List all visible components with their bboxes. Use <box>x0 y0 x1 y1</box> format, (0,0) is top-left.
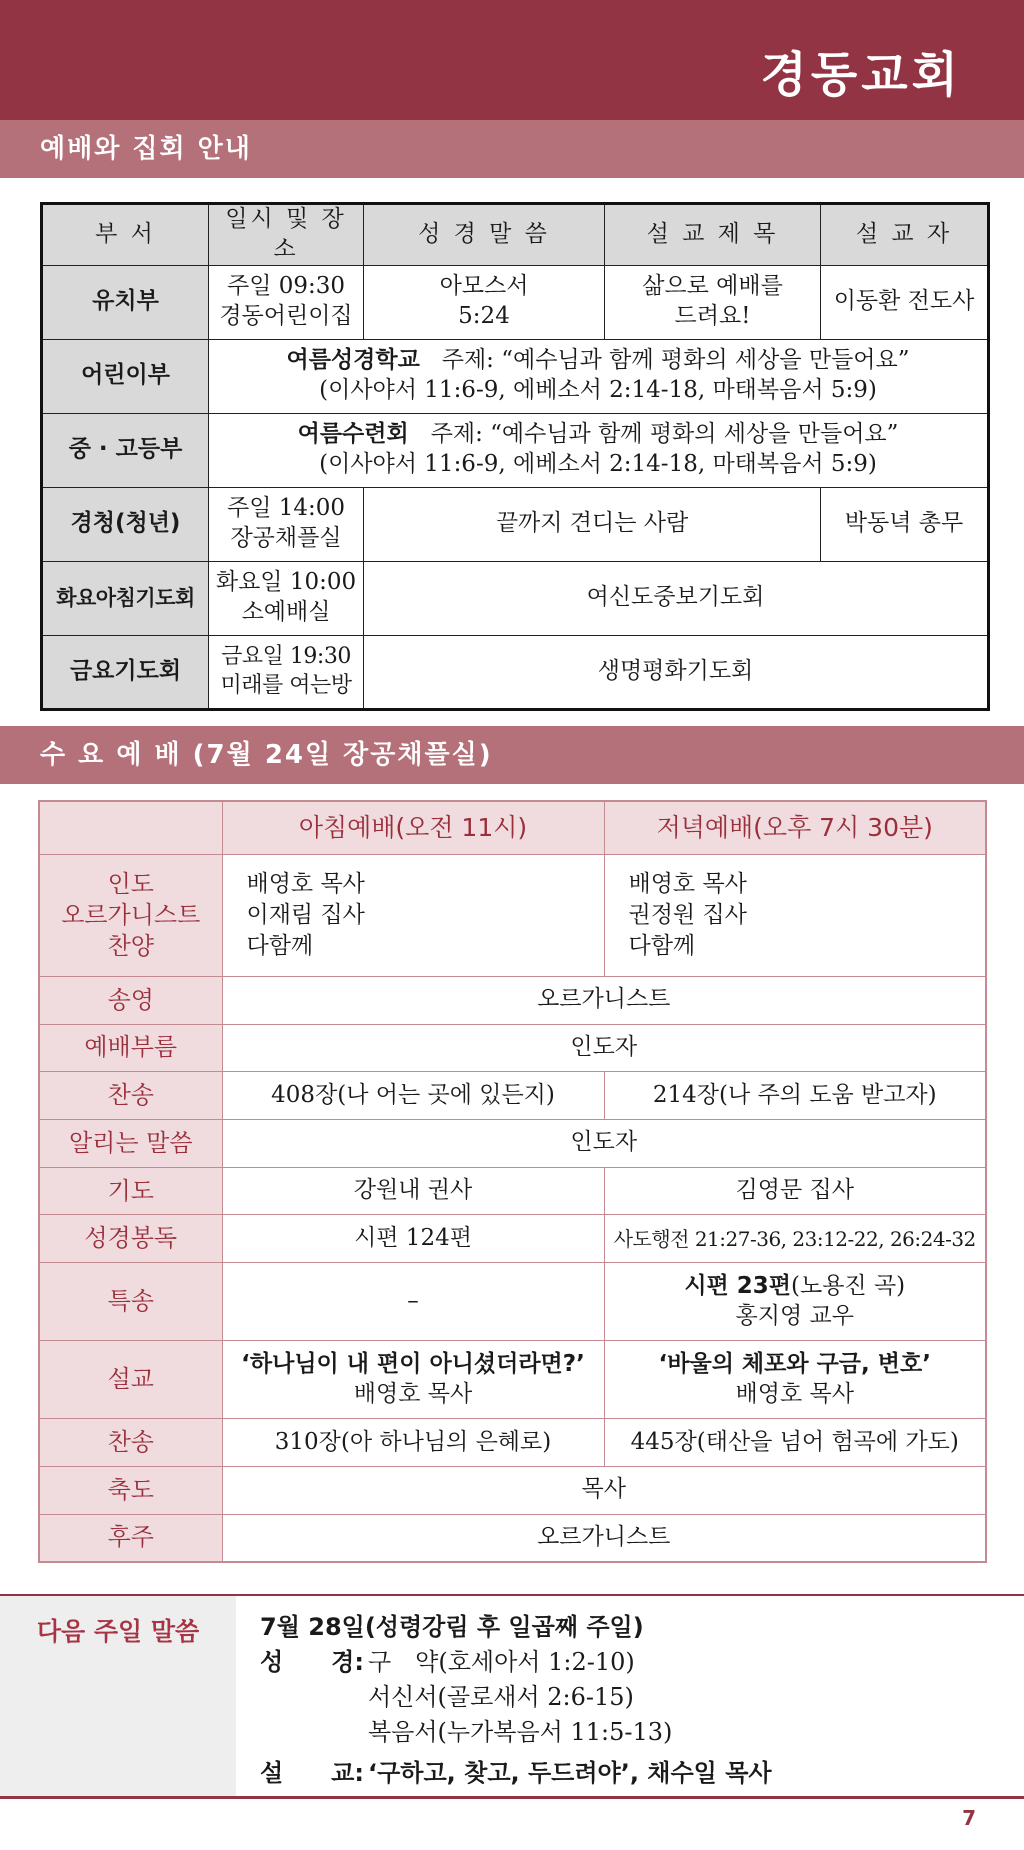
evening-organist: 권정원 집사 <box>628 901 747 928</box>
header-time: 일시 및 장소 <box>209 204 364 266</box>
table-row <box>39 1024 986 1072</box>
evening-value: 214장(나 주의 도움 받고자) <box>604 1072 986 1120</box>
preacher-cell: 박동녁 총무 <box>821 487 989 561</box>
sermon-line <box>260 1756 1000 1791</box>
desc-cell: 생명평화기도회 <box>364 635 989 709</box>
table-row <box>39 1466 986 1514</box>
morning-sermon-preacher: 배영호 목사 <box>353 1380 473 1407</box>
evening-leaders <box>604 855 986 977</box>
table-row <box>42 339 989 413</box>
table-row <box>39 855 986 977</box>
row-label: 기도 <box>39 1167 222 1215</box>
desc-cell: 여신도중보기도회 <box>364 561 989 635</box>
time-cell <box>209 487 364 561</box>
table-row <box>39 977 986 1025</box>
time-text: 금요일 19:30 <box>221 644 351 670</box>
title-cell <box>605 265 821 339</box>
morning-organist: 이재림 집사 <box>246 901 365 928</box>
table-row <box>42 561 989 635</box>
next-sunday-body <box>260 1610 1000 1791</box>
morning-value <box>222 1341 604 1419</box>
special-psalm: 시편 23편 <box>684 1272 792 1299</box>
evening-value <box>604 1263 986 1341</box>
leaders-label <box>39 855 222 977</box>
table-row <box>42 413 989 487</box>
title-line2: 드려요! <box>674 303 751 330</box>
row-value: 오르가니스트 <box>222 1514 986 1562</box>
program-name: 여름성경학교 <box>286 347 420 374</box>
row-label: 찬송 <box>39 1072 222 1120</box>
morning-value: – <box>222 1263 604 1341</box>
row-value: 인도자 <box>222 1024 986 1072</box>
table-row <box>39 1263 986 1341</box>
dept-cell: 경청(청년) <box>42 487 209 561</box>
header-title: 설 교 제 목 <box>605 204 821 266</box>
time-cell <box>209 561 364 635</box>
evening-value: 김영문 집사 <box>604 1167 986 1215</box>
evening-sermon-title: ‘바울의 체포와 구금, 변호’ <box>658 1350 931 1377</box>
scripture-book: 아모스서 <box>439 273 529 300</box>
time-text: 주일 09:30 <box>226 273 346 300</box>
program-cell <box>209 339 989 413</box>
table-row <box>39 1072 986 1120</box>
table-row <box>39 1341 986 1419</box>
morning-value: 강원내 권사 <box>222 1167 604 1215</box>
title-cell: 끝까지 견디는 사람 <box>364 487 821 561</box>
dept-cell: 유치부 <box>42 265 209 339</box>
evening-sermon-preacher: 배영호 목사 <box>735 1380 854 1407</box>
header-dept: 부 서 <box>42 204 209 266</box>
program-refs: (이사야서 11:6-9, 에베소서 2:14-18, 마태복음서 5:9) <box>319 451 877 478</box>
row-label: 후주 <box>39 1514 222 1562</box>
next-sunday-date: 7월 28일(성령강림 후 일곱째 주일) <box>260 1613 644 1641</box>
section-title-services: 예배와 집회 안내 <box>0 120 1024 178</box>
preacher-cell: 이동환 전도사 <box>821 265 989 339</box>
page-number: 7 <box>962 1806 976 1830</box>
next-sunday-section <box>0 1594 1024 1796</box>
table-row <box>39 1514 986 1562</box>
place-text: 소예배실 <box>241 599 331 626</box>
row-label: 성경봉독 <box>39 1215 222 1263</box>
row-value: 목사 <box>222 1466 986 1514</box>
header-scripture: 성 경 말 씀 <box>364 204 605 266</box>
morning-leader: 배영호 목사 <box>246 870 365 897</box>
next-sunday-label: 다음 주일 말씀 <box>0 1596 236 1796</box>
row-label: 송영 <box>39 977 222 1025</box>
table-row <box>42 635 989 709</box>
time-cell <box>209 265 364 339</box>
program-refs: (이사야서 11:6-9, 에베소서 2:14-18, 마태복음서 5:9) <box>319 377 877 404</box>
church-name: 경동교회 <box>760 47 962 103</box>
scripture-epistle: 서신서(골로새서 2:6-15) <box>368 1683 634 1711</box>
morning-value: 310장(아 하나님의 은혜로) <box>222 1419 604 1467</box>
row-label: 축도 <box>39 1466 222 1514</box>
wednesday-table <box>38 800 987 1563</box>
row-label: 찬송 <box>39 1419 222 1467</box>
table-row <box>39 1419 986 1467</box>
morning-leaders <box>222 855 604 977</box>
header-bar <box>0 0 1024 120</box>
header-preacher: 설 교 자 <box>821 204 989 266</box>
time-cell <box>209 635 364 709</box>
label-leader: 인도 <box>107 869 154 898</box>
program-name: 여름수련회 <box>297 421 409 448</box>
table-row <box>39 1167 986 1215</box>
place-text: 미래를 여는방 <box>220 672 352 698</box>
place-text: 경동어린이집 <box>219 303 353 330</box>
program-theme: 주제: “예수님과 함께 평화의 세상을 만들어요” <box>430 421 899 448</box>
scripture-verse: 5:24 <box>458 303 510 330</box>
scripture-label: 성 경: <box>260 1648 364 1676</box>
wednesday-header-row <box>39 801 986 855</box>
evening-value <box>604 1341 986 1419</box>
morning-praise: 다함께 <box>246 933 314 960</box>
schedule-header-row <box>42 204 989 266</box>
evening-leader: 배영호 목사 <box>628 870 747 897</box>
dept-cell: 중 · 고등부 <box>42 413 209 487</box>
row-label: 설교 <box>39 1341 222 1419</box>
sermon-label: 설 교: <box>260 1759 364 1787</box>
header-empty <box>39 801 222 855</box>
scripture-cell <box>364 265 605 339</box>
special-singer: 홍지영 교우 <box>735 1302 854 1329</box>
dept-cell: 어린이부 <box>42 339 209 413</box>
label-organist: 오르가니스트 <box>61 900 201 929</box>
row-value: 인도자 <box>222 1120 986 1168</box>
schedule-table <box>40 202 990 711</box>
row-label: 특송 <box>39 1263 222 1341</box>
evening-praise: 다함께 <box>628 933 696 960</box>
program-theme: 주제: “예수님과 함께 평화의 세상을 만들어요” <box>441 347 910 374</box>
morning-sermon-title: ‘하나님이 내 편이 아니셨더라면?’ <box>241 1350 585 1377</box>
title-line1: 삶으로 예배를 <box>642 273 783 300</box>
special-composer: (노용진 곡) <box>791 1272 906 1299</box>
time-text: 주일 14:00 <box>226 495 346 522</box>
sermon-text: ‘구하고, 찾고, 두드려야’, 채수일 목사 <box>368 1759 772 1787</box>
morning-value: 시편 124편 <box>222 1215 604 1263</box>
scripture-gospel: 복음서(누가복음서 11:5-13) <box>368 1718 673 1746</box>
table-row <box>39 1120 986 1168</box>
table-row <box>39 1215 986 1263</box>
table-row <box>42 265 989 339</box>
time-text: 화요일 10:00 <box>215 569 357 596</box>
scripture-block <box>260 1645 1000 1680</box>
place-text: 장공채플실 <box>230 525 342 552</box>
evening-value: 사도행전 21:27-36, 23:12-22, 26:24-32 <box>604 1215 986 1263</box>
header-morning: 아침예배(오전 11시) <box>222 801 604 855</box>
header-evening: 저녁예배(오후 7시 30분) <box>604 801 986 855</box>
evening-value: 445장(태산을 넘어 험곡에 가도) <box>604 1419 986 1467</box>
table-row <box>42 487 989 561</box>
label-praise: 찬양 <box>107 932 154 961</box>
dept-cell: 금요기도회 <box>42 635 209 709</box>
row-value: 오르가니스트 <box>222 977 986 1025</box>
scripture-ot: 구 약(호세아서 1:2-10) <box>368 1648 635 1676</box>
row-label: 알리는 말씀 <box>39 1120 222 1168</box>
section-title-wednesday: 수 요 예 배 (7월 24일 장공채플실) <box>0 726 1024 784</box>
program-cell <box>209 413 989 487</box>
dept-cell: 화요아침기도회 <box>42 561 209 635</box>
bottom-divider <box>0 1796 1024 1799</box>
morning-value: 408장(나 어는 곳에 있든지) <box>222 1072 604 1120</box>
row-label: 예배부름 <box>39 1024 222 1072</box>
